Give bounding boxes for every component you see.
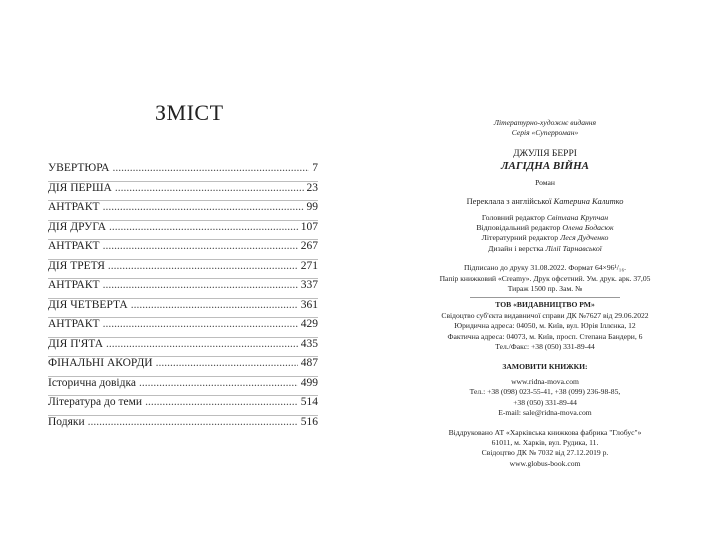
order-heading: ЗАМОВИТИ КНИЖКИ: bbox=[502, 361, 588, 371]
order-info-line: Тел.: +38 (098) 023-55-41, +38 (099) 236-98-85, bbox=[469, 387, 621, 397]
toc-entry bbox=[48, 338, 318, 358]
order-info-line: www.ridna-mova.com bbox=[511, 376, 579, 386]
toc-leader-dots bbox=[131, 299, 298, 311]
editor-name: Лілії Тарнавської bbox=[545, 243, 602, 253]
toc-entry-page: 99 bbox=[306, 201, 318, 213]
order-info-line: E-mail: sale@ridna-mova.com bbox=[498, 408, 592, 418]
toc-entry bbox=[48, 201, 318, 221]
toc-entry bbox=[48, 416, 318, 435]
toc-leader-dots bbox=[103, 318, 298, 330]
toc-entry-label: ДІЯ П'ЯТА bbox=[48, 337, 104, 350]
toc-entry-label: ДІЯ ДРУГА bbox=[48, 220, 107, 233]
editor-role: Літературний редактор bbox=[481, 233, 559, 243]
toc-entry-page: 487 bbox=[300, 357, 318, 369]
toc-entry-page: 267 bbox=[300, 240, 318, 252]
toc-entry bbox=[48, 182, 318, 202]
printer-info-line: Свідоцтво ДК № 7032 від 27.12.2019 р. bbox=[481, 448, 609, 458]
divider bbox=[470, 297, 620, 298]
print-info-line: Папір книжковий «Creamy». Друк офсетний. Ум. друк. арк. 37,05 bbox=[439, 273, 651, 283]
translator-name: Катерина Калитко bbox=[553, 197, 624, 207]
toc-entry-label: АНТРАКТ bbox=[48, 201, 100, 213]
right-page bbox=[360, 0, 720, 540]
publisher-info bbox=[430, 311, 660, 353]
toc-entry-label: АНТРАКТ bbox=[48, 318, 100, 330]
editors-list bbox=[430, 213, 660, 255]
toc-list bbox=[48, 162, 318, 434]
printer-info-line: Віддруковано АТ «Харківська книжкова фабрика "Глобус"» bbox=[448, 427, 642, 437]
toc-entry bbox=[48, 318, 318, 338]
toc-entry-page: 23 bbox=[306, 181, 318, 194]
toc-entry-label: УВЕРТЮРА bbox=[48, 162, 110, 174]
editor-line bbox=[430, 223, 660, 233]
toc-leader-dots bbox=[103, 279, 298, 291]
toc-entry-label: АНТРАКТ bbox=[48, 279, 100, 291]
toc-entry bbox=[48, 221, 318, 241]
toc-leader-dots bbox=[139, 377, 298, 389]
publisher-info-line: Юридична адреса: 04050, м. Київ, вул. Юрія Іллєнка, 12 bbox=[454, 321, 636, 331]
toc-entry bbox=[48, 377, 318, 397]
toc-entry-label: АНТРАКТ bbox=[48, 240, 100, 252]
printer-info-line: 61011, м. Харків, вул. Рудика, 11. bbox=[491, 437, 599, 447]
print-info bbox=[430, 263, 660, 294]
toc-leader-dots bbox=[109, 221, 298, 233]
toc-leader-dots bbox=[115, 182, 304, 194]
toc-entry-label: ФІНАЛЬНІ АКОРДИ bbox=[48, 357, 153, 369]
translation-label: Переклала з англійської bbox=[466, 197, 552, 207]
editor-line bbox=[430, 213, 660, 223]
toc-entry bbox=[48, 162, 318, 182]
editor-role: Дизайн і верстка bbox=[488, 243, 544, 253]
order-info-line: +38 (050) 331-89-44 bbox=[513, 397, 577, 407]
translation-credit bbox=[430, 197, 660, 207]
toc-entry-label: ДІЯ ПЕРША bbox=[48, 181, 112, 194]
toc-leader-dots bbox=[103, 201, 304, 213]
toc-entry bbox=[48, 357, 318, 377]
toc-entry-page: 514 bbox=[300, 396, 318, 408]
print-info-line: Підписано до друку 31.08.2022. Формат 64×96¹/₁₆. bbox=[463, 263, 626, 273]
toc-entry bbox=[48, 260, 318, 280]
toc-entry-page: 516 bbox=[300, 415, 318, 428]
toc-leader-dots bbox=[88, 416, 298, 428]
imprint-block bbox=[430, 118, 660, 469]
toc-leader-dots bbox=[108, 260, 298, 272]
toc-leader-dots bbox=[106, 338, 298, 350]
toc-entry bbox=[48, 299, 318, 319]
toc-entry-label: Література до теми bbox=[48, 396, 143, 408]
printer-info-line: www.globus-book.com bbox=[509, 458, 581, 468]
toc-leader-dots bbox=[156, 357, 298, 369]
book-title: ЛАГІДНА ВІЙНА bbox=[500, 159, 590, 172]
toc-entry-label: Подяки bbox=[48, 415, 85, 428]
toc-entry-label: ДІЯ ЧЕТВЕРТА bbox=[48, 298, 128, 311]
publisher-info-line: Тел./Факс: +38 (050) 331-89-44 bbox=[495, 342, 595, 352]
editor-name: Світлана Крупчан bbox=[546, 212, 609, 222]
toc-entry-page: 361 bbox=[300, 298, 318, 311]
toc-leader-dots bbox=[145, 396, 298, 408]
toc-entry-page: 271 bbox=[300, 259, 318, 272]
toc-title: ЗМІСТ bbox=[155, 100, 224, 125]
editor-line bbox=[430, 244, 660, 254]
editor-role: Відповідальний редактор bbox=[476, 223, 561, 233]
editor-role: Головний редактор bbox=[481, 212, 545, 222]
toc-entry bbox=[48, 240, 318, 260]
genre: Роман bbox=[535, 177, 555, 187]
edition-type: Літературно-художнє видання bbox=[493, 118, 597, 127]
editor-line bbox=[430, 233, 660, 243]
publisher-info-line: Свідоцтво суб'єкта видавничої справи ДК №7627 від 29.06.2022 bbox=[441, 310, 649, 320]
series-name: Серія «Суперроман» bbox=[511, 128, 579, 138]
toc-entry-page: 107 bbox=[300, 220, 318, 233]
print-info-line: Тираж 1500 пр. Зам. № bbox=[507, 284, 583, 294]
toc-entry bbox=[48, 396, 318, 416]
editor-name: Олена Бодасюк bbox=[562, 223, 614, 233]
toc-entry-label: Історична довідка bbox=[48, 376, 136, 389]
toc-leader-dots bbox=[103, 240, 298, 252]
author-name: ДЖУЛІЯ БЕРРІ bbox=[513, 148, 577, 159]
publisher-info-line: Фактична адреса: 04073, м. Київ, просп. Степана Бандери, 6 bbox=[447, 331, 643, 341]
toc-entry-page: 7 bbox=[312, 162, 318, 174]
toc-entry-page: 429 bbox=[300, 318, 318, 330]
editor-name: Леся Дудченко bbox=[560, 233, 609, 243]
printer-info bbox=[430, 428, 660, 470]
toc-entry-page: 435 bbox=[300, 337, 318, 350]
toc-entry bbox=[48, 279, 318, 299]
toc-leader-dots bbox=[112, 162, 309, 174]
toc-entry-page: 499 bbox=[300, 376, 318, 389]
toc-entry-label: ДІЯ ТРЕТЯ bbox=[48, 259, 105, 272]
order-info bbox=[430, 377, 660, 419]
toc-entry-page: 337 bbox=[300, 279, 318, 291]
publisher-name: ТОВ «ВИДАВНИЦТВО РМ» bbox=[495, 300, 595, 310]
